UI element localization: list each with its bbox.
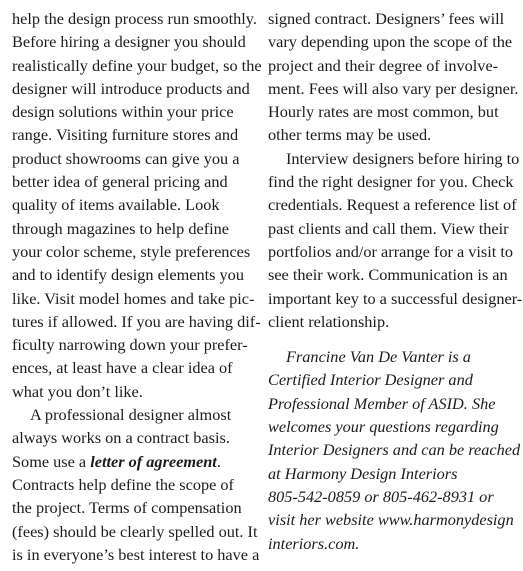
text-line: past clients and call them. View their (268, 218, 509, 238)
text-line: (fees) should be clearly spelled out. It (12, 521, 258, 541)
text-line: portfolios and/or arrange for a visit to (268, 241, 514, 261)
text-line: is in everyone’s best interest to have a (12, 544, 260, 564)
text-line: Contracts help define the scope of (12, 474, 234, 494)
paragraph-fees (268, 7, 519, 147)
text-line: ficulty narrowing down your prefer- (12, 335, 248, 355)
bio-website-line: visit her website www.harmonydesign (268, 510, 514, 530)
text-line: range. Visiting furniture stores and (12, 125, 239, 145)
right-column (268, 7, 523, 555)
text-line: quality of items available. Look (12, 195, 220, 215)
text-line: Hourly rates are most common, but (268, 102, 499, 122)
text-line: signed contract. Designers’ fees will (268, 9, 505, 28)
text-line: project and their degree of involve- (268, 55, 499, 75)
text-line: help the design process run smoothly. (12, 9, 257, 28)
text-line: Before hiring a designer you should (12, 32, 246, 52)
text-line: always works on a contract basis. (12, 428, 230, 448)
text-line: ment. Fees will also vary per designer. (268, 78, 519, 98)
text-line: A professional designer almost (30, 405, 232, 425)
text-fragment: Some use a (12, 451, 91, 471)
text-line: tures if allowed. If you are having dif- (12, 311, 261, 331)
text-line: your color scheme, style preferences (12, 241, 251, 261)
text-line: realistically define your budget, so the (12, 55, 262, 75)
bio-line: Certified Interior Designer and (268, 370, 473, 390)
text-line: ences, at least have a clear idea of (12, 358, 233, 378)
text-line: Interview designers before hiring to (286, 148, 520, 168)
paragraph-interview (268, 147, 523, 333)
left-column (12, 7, 262, 566)
text-line: see their work. Communication is an (268, 265, 508, 285)
bio-line: Interior Designers and can be reached (268, 440, 521, 460)
text-line: like. Visit model homes and take pic- (12, 288, 255, 308)
text-line: client relationship. (268, 311, 390, 331)
text-line: find the right designer for you. Check (268, 172, 514, 192)
text-line: through magazines to help define (12, 218, 230, 238)
text-line: credentials. Request a reference list of (268, 195, 517, 215)
text-line: what you don’t like. (12, 381, 143, 401)
text-line: better idea of general pricing and (12, 172, 228, 192)
text-fragment: . (216, 451, 221, 471)
text-line: and to identify design elements you (12, 265, 244, 285)
text-line: the project. Terms of compensation (12, 498, 242, 518)
text-line: product showrooms can give you a (12, 148, 240, 168)
bio-website-line: interiors.com. (268, 533, 360, 553)
paragraph-budget (12, 7, 262, 403)
paragraph-contract (12, 403, 260, 566)
author-bio (268, 345, 521, 555)
text-line: important key to a successful designer- (268, 288, 523, 308)
text-line: vary depending upon the scope of the (268, 32, 513, 52)
bio-line: Professional Member of ASID. She (268, 393, 496, 413)
text-line: other terms may be used. (268, 125, 432, 145)
text-line-with-emphasis (12, 450, 252, 473)
paragraph-spacer (268, 333, 514, 345)
text-line: designer will introduce products and (12, 78, 250, 98)
bio-line: welcomes your questions regarding (268, 417, 499, 437)
bio-phone-line: 805-542-0859 or 805-462-8931 or (268, 486, 494, 506)
bio-line: at Harmony Design Interiors (268, 463, 458, 483)
bio-line: Francine Van De Vanter is a (286, 347, 471, 367)
text-line: design solutions within your price (12, 102, 234, 122)
letter-of-agreement-emphasis: letter of agreement (90, 451, 217, 471)
